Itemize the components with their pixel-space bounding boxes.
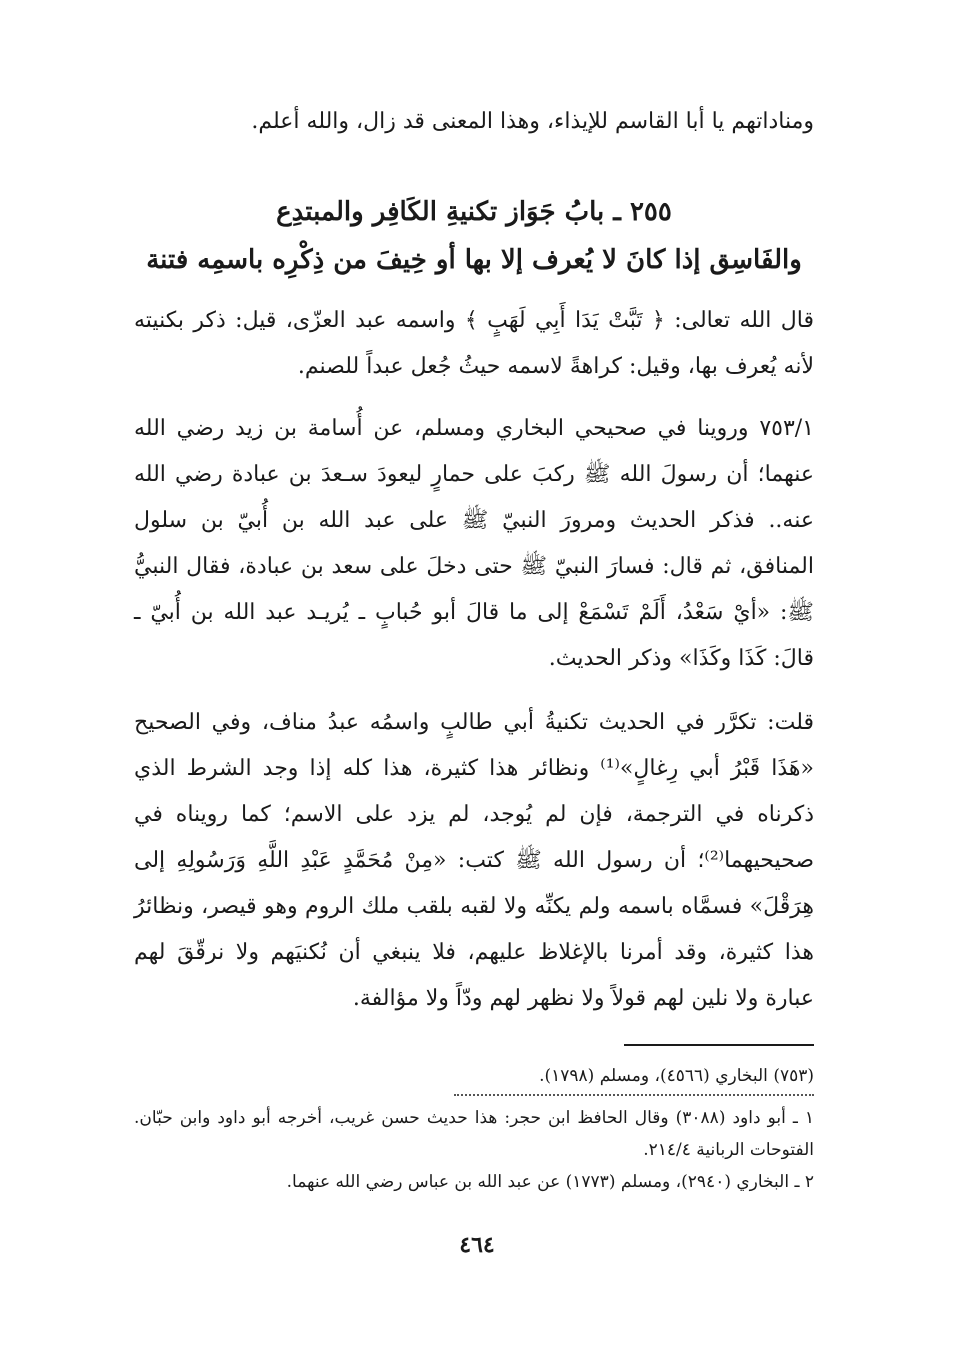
chapter-title-line-1: ٢٥٥ ـ بابُ جَوَاز تكنيةِ الكَافِر والمبتدِع: [276, 197, 672, 227]
footnote-1: ١ ـ أبو داود (٣٠٨٨) وقال الحافظ ابن حجر: هذا حديث حسن غريب، أخرجه أبو داود وابن حبّان. الفتوحات الربانية ٢١٤/٤.: [134, 1108, 814, 1160]
paragraph-quran-verse: قال الله تعالى: ﴿ تَبَّتْ يَدَا أَبِي لَهَبٍ ﴾ واسمه عبد العزّى، قيل: ذكر بكنيته لأنه يُعرف بها، وقيل: كراهةً لاسمه حيثُ جُعل عبداً للصنم.: [134, 308, 814, 379]
footnote-divider: [624, 1044, 814, 1046]
chapter-title: [134, 188, 814, 284]
chapter-title-line-2: والفَاسِق إذا كانَ لا يُعرف إلا بها أو خِيفَ من ذِكْرِه باسمِه فتنة: [146, 245, 802, 275]
footnote-dotted-divider: [454, 1094, 814, 1096]
opening-line: ومناداتهم يا أبا القاسم للإيذاء، وهذا المعنى قد زال، والله أعلم.: [251, 109, 814, 134]
paragraph-hadith-753: ٧٥٣/١ وروينا في صحيحي البخاري ومسلم، عن أُسامة بن زيد رضي الله عنهما؛ أن رسولَ الله ﷺ ركبَ على حمارٍ ليعودَ سـعدَ بن عبادة رضي الله عنه.. فذكر الحديث ومرورَ النبيّ ﷺ على عبد الله بن أُبيّ بن سلول المنافق، ثم قال: فسارَ النبيّ ﷺ حتى دخلَ على سعد بن عبادة، فقال النبيُّ ﷺ: «أيْ سَعْدُ، أَلَمْ تَسْمَعْ إلى ما قالَ أبو حُبابٍ ـ يُريـد عبد الله بن أُبيّ ـ قالَ: كَذَا وكَذَا» وذكر الحديث.: [134, 416, 814, 671]
paragraph-commentary: قلت: تكرَّر في الحديث تكنيةُ أبي طالبٍ واسمُه عبدُ مناف، وفي الصحيح «هَذَا قَبْرُ أبي رِغالٍ»⁽¹⁾ ونظائر هذا كثيرة، هذا كله إذا وجد الشرط الذي ذكرناه في الترجمة، فإن لم يُوجد، لم يزد على الاسم؛ كما رويناه في صحيحيهما⁽²⁾؛ أن رسول الله ﷺ كتب: «مِنْ مُحَمَّدٍ عَبْدِ اللَّهِ وَرَسُولِهِ إلى هِرَقْلَ» فسمَّاه باسمه ولم يكنِّه ولا لقبه بلقب ملك الروم وهو قيصر، ونظائرُ هذا كثيرة، وقد أمرنا بالإغلاظ عليهم، فلا ينبغي أن نُكنيَهم ولا نرقّقَ لهم عبارة ولا نلين لهم قولاً ولا نظهر لهم ودّاً ولا مؤالفة.: [134, 710, 814, 1011]
footnote-main: (٧٥٣) البخاري (٤٥٦٦)، ومسلم (١٧٩٨).: [539, 1066, 814, 1086]
footnote-2: ٢ ـ البخاري (٢٩٤٠)، ومسلم (١٧٧٣) عن عبد الله بن عباس رضي الله عنهما.: [286, 1172, 814, 1192]
page-number: ٤٦٤: [459, 1232, 495, 1258]
footnotes: [134, 1060, 814, 1198]
